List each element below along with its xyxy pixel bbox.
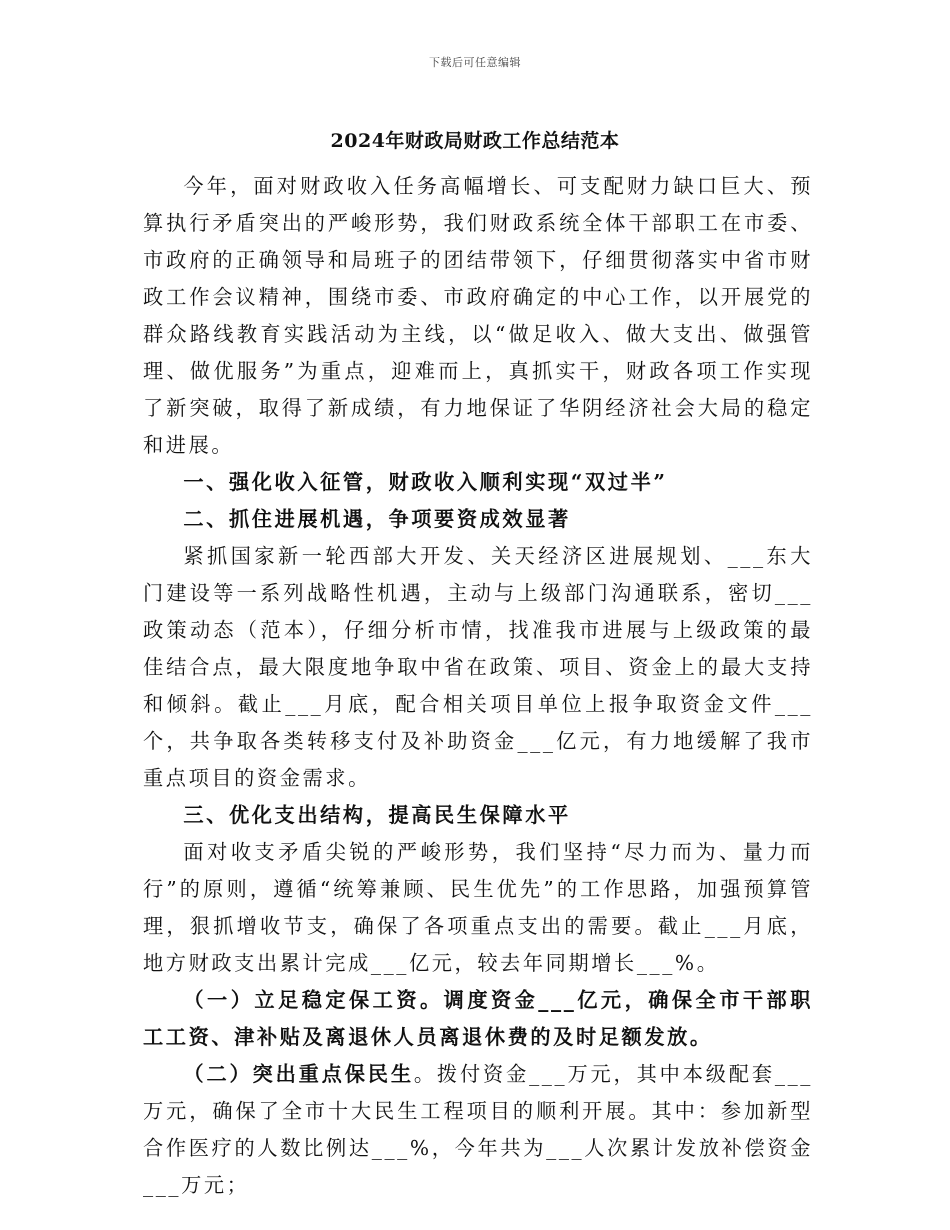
subsection-2-text: 。拨付资金___万元，其中本级配套___万元，确保了全市十大民生工程项目的顺利开展。其中：参加新型合作医疗的人数比例达___%，今年共为___人次累计发放补偿资金___万元； xyxy=(143,1062,813,1197)
section-heading-3: 三、优化支出结构，提高民生保障水平 xyxy=(183,803,571,827)
subsection-2-lead: （二）突出重点保民生 xyxy=(183,1062,414,1086)
paragraph-intro: 今年，面对财政收入任务高幅增长、可支配财力缺口巨大、预算执行矛盾突出的严峻形势，我们财政系统全体干部职工在市委、市政府的正确领导和局班子的团结带领下，仔细贯彻落实中省市财政工作会议精神，围绕市委、市政府确定的中心工作，以开展党的群众路线教育实践活动为主线，以“做足收入、做大支出、做强管理、做优服务”为重点，迎难而上，真抓实干，财政各项工作实现了新突破，取得了新成绩，有力地保证了华阴经济社会大局的稳定和进展。 xyxy=(143,174,813,457)
paragraph-subsection-1: （一）立足稳定保工资。调度资金___亿元，确保全市干部职工工资、津补贴及离退休人员离退休费的及时足额发放。 xyxy=(143,988,813,1049)
document-body xyxy=(143,168,813,1204)
document-title: 2024年财政局财政工作总结范本 xyxy=(330,130,620,152)
paragraph-section-2: 紧抓国家新一轮西部大开发、关天经济区进展规划、___东大门建设等一系列战略性机遇，主动与上级部门沟通联系，密切___政策动态（范本），仔细分析市情，找准我市进展与上级政策的最佳结合点，最大限度地争取中省在政策、项目、资金上的最大支持和倾斜。截止___月底，配合相关项目单位上报争取资金文件___个，共争取各类转移支付及补助资金___亿元，有力地缓解了我市重点项目的资金需求。 xyxy=(143,544,813,790)
paragraph-subsection-2 xyxy=(143,1056,813,1204)
header-note: 下载后可任意编辑 xyxy=(429,56,521,69)
section-heading-2: 二、抓住进展机遇，争项要资成效显著 xyxy=(183,507,571,531)
paragraph-section-3: 面对收支矛盾尖锐的严峻形势，我们坚持“尽力而为、量力而行”的原则，遵循“统筹兼顾、民生优先”的工作思路，加强预算管理，狠抓增收节支，确保了各项重点支出的需要。截止___月底，地方财政支出累计完成___亿元，较去年同期增长___%。 xyxy=(143,840,813,975)
section-heading-1: 一、强化收入征管，财政收入顺利实现“双过半” xyxy=(183,470,668,494)
